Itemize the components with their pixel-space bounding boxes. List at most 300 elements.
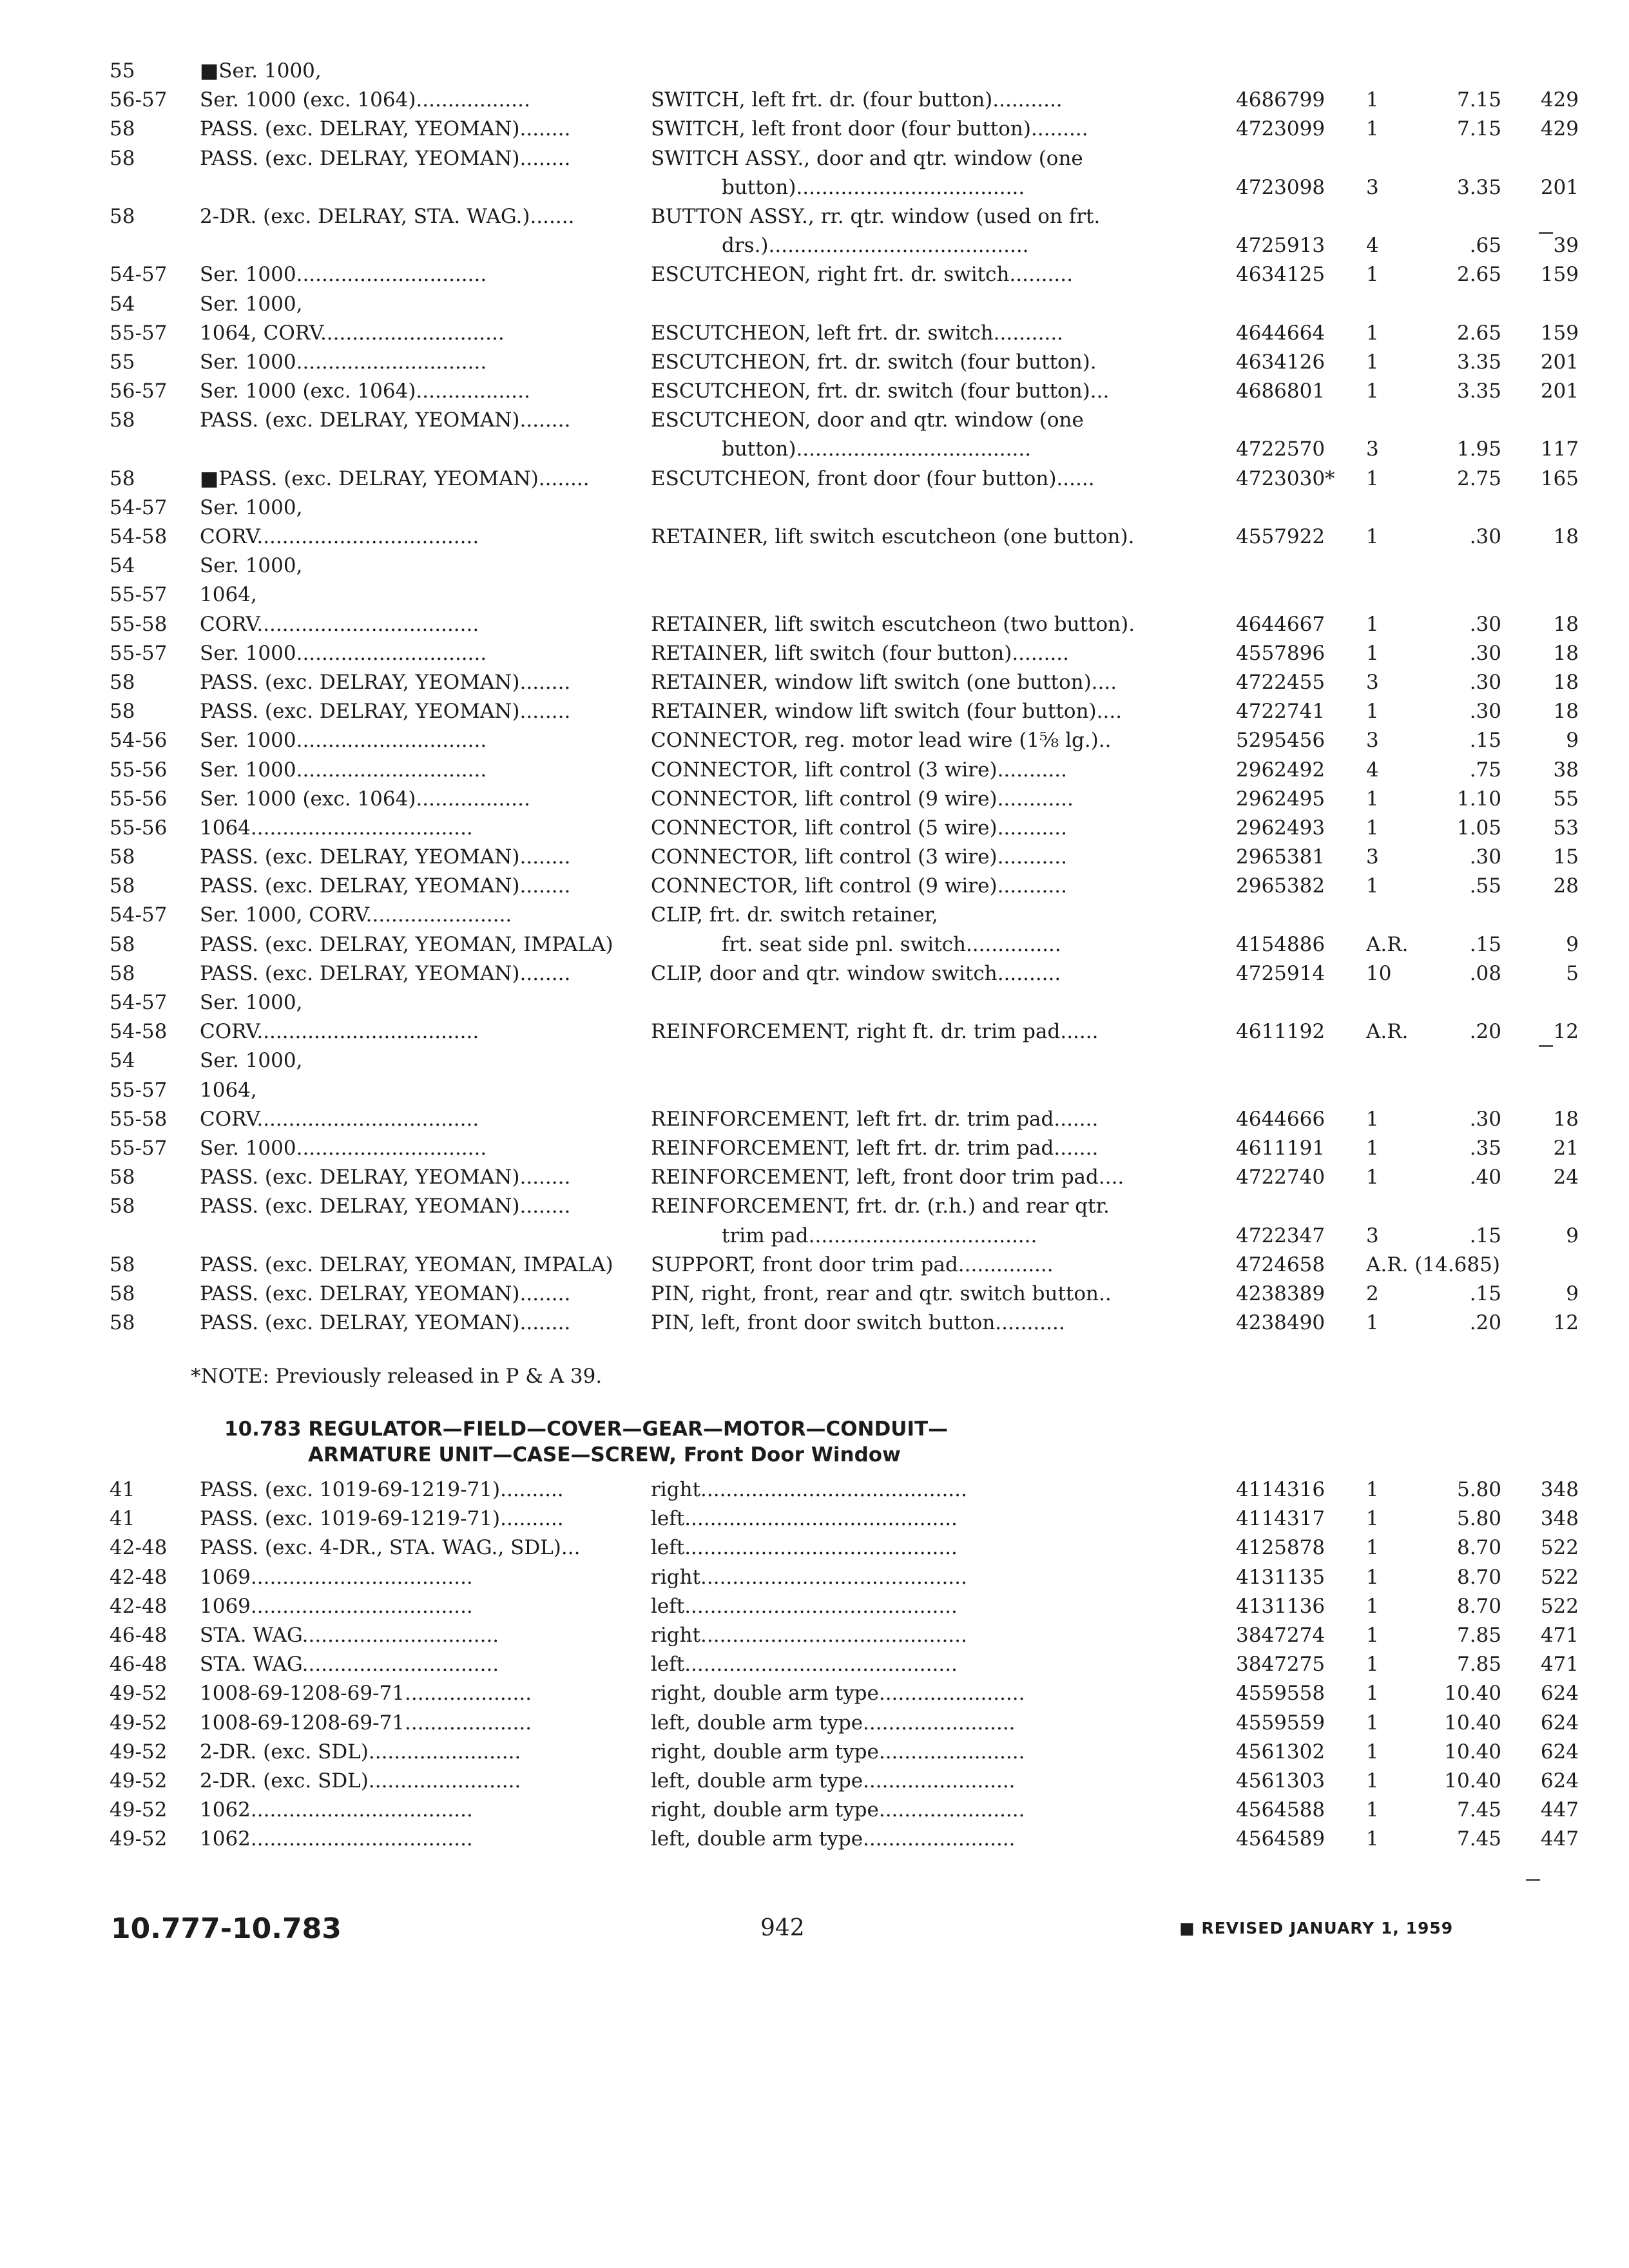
description-cell: CONNECTOR, lift control (3 wire)...........	[651, 758, 1067, 782]
model-cell: 1069...................................	[200, 1565, 473, 1589]
model-cell: CORV...................................	[200, 1107, 479, 1131]
table-row	[110, 756, 1579, 785]
model-cell: STA. WAG...............................	[200, 1653, 499, 1677]
year-cell: 49-52	[110, 1711, 168, 1735]
amount-cell: 624	[1540, 1740, 1579, 1763]
price-cell: .15	[1469, 729, 1501, 753]
description-cell: CLIP, frt. dr. switch retainer,	[651, 903, 938, 927]
part-number-cell: 4722347	[1236, 1224, 1325, 1247]
amount-cell: 55	[1553, 787, 1579, 811]
table-row	[110, 57, 1476, 86]
description-cell: left, double arm type........................	[651, 1711, 1016, 1735]
year-cell: 56-57	[110, 380, 168, 403]
table-row	[110, 1709, 1579, 1738]
year-cell: 54	[110, 1049, 135, 1073]
part-number-cell: 4686799	[1236, 88, 1325, 112]
amount-cell: 18	[1553, 700, 1579, 724]
table-row	[110, 1076, 1476, 1105]
description-cell: SWITCH, left frt. dr. (four button)...........	[651, 88, 1063, 112]
price-cell: 7.15	[1456, 117, 1501, 141]
quantity-cell: 1	[1366, 1594, 1379, 1618]
description-cell: CONNECTOR, reg. motor lead wire (1⅝ lg.)..	[651, 729, 1112, 753]
quantity-cell: 1	[1366, 1740, 1379, 1763]
quantity-cell: 1	[1366, 1769, 1379, 1792]
table-row	[110, 843, 1579, 872]
description-cell: REINFORCEMENT, left, front door trim pad....	[651, 1166, 1124, 1189]
quantity-cell: A.R.	[1366, 1020, 1409, 1044]
model-cell: PASS. (exc. DELRAY, YEOMAN)........	[200, 1282, 571, 1305]
description-cell: REINFORCEMENT, right ft. dr. trim pad......	[651, 1020, 1099, 1044]
amount-cell: 348	[1540, 1507, 1579, 1531]
table-row	[110, 1475, 1579, 1504]
year-cell: 58	[110, 146, 135, 170]
amount-cell: 471	[1540, 1653, 1579, 1677]
table-row	[110, 86, 1579, 115]
amount-cell: 159	[1540, 263, 1579, 287]
part-number-cell: 4722455	[1236, 670, 1325, 694]
price-cell: .20	[1469, 1020, 1501, 1044]
amount-cell: 201	[1540, 380, 1579, 403]
year-cell: 41	[110, 1507, 135, 1531]
price-cell: 7.85	[1456, 1623, 1501, 1647]
part-number-cell: 4644667	[1236, 612, 1325, 636]
description-cell: REINFORCEMENT, left frt. dr. trim pad.......	[651, 1107, 1099, 1131]
amount-cell: 9	[1566, 1282, 1579, 1305]
quantity-cell: 1	[1366, 1711, 1379, 1735]
quantity-cell: 1	[1366, 350, 1379, 374]
revision-date: ■ REVISED JANUARY 1, 1959	[1179, 1919, 1454, 1937]
year-cell: 55-58	[110, 1107, 168, 1131]
quantity-cell: 1	[1366, 466, 1379, 490]
description-cell: left, double arm type........................	[651, 1769, 1016, 1792]
part-number-cell: 4634125	[1236, 263, 1325, 287]
amount-cell: 18	[1553, 641, 1579, 665]
quantity-cell: 1	[1366, 1136, 1379, 1160]
quantity-cell: 2	[1366, 1282, 1379, 1305]
quantity-cell: 1	[1366, 787, 1379, 811]
amount-cell: 18	[1553, 1107, 1579, 1131]
model-cell: Ser. 1000..............................	[200, 263, 487, 287]
amount-cell: 39	[1553, 234, 1579, 258]
quantity-cell: 1	[1366, 874, 1379, 898]
table-row	[110, 523, 1579, 552]
table-row	[110, 202, 1476, 231]
model-cell: 1064...................................	[200, 816, 473, 840]
table-row	[110, 552, 1476, 581]
model-cell: ■Ser. 1000,	[200, 59, 322, 82]
description-cell: CLIP, door and qtr. window switch..........	[651, 961, 1061, 985]
part-number-cell: 3847275	[1236, 1653, 1325, 1677]
amount-cell: 12	[1553, 1311, 1579, 1335]
year-cell: 42-48	[110, 1536, 168, 1560]
amount-cell: 5	[1566, 961, 1579, 985]
model-cell: 1064, CORV.............................	[200, 321, 505, 345]
quantity-cell: A.R.	[1366, 932, 1409, 956]
amount-cell: 201	[1540, 175, 1579, 199]
model-cell: Ser. 1000, CORV.......................	[200, 903, 512, 927]
section-heading-line2: ARMATURE UNIT—CASE—SCREW, Front Door Window	[308, 1443, 901, 1466]
description-cell: left, double arm type........................	[651, 1827, 1016, 1851]
model-cell: CORV...................................	[200, 612, 479, 636]
footnote: *NOTE: Previously released in P & A 39.	[191, 1365, 602, 1388]
amount-cell: 348	[1540, 1478, 1579, 1501]
year-cell: 55-57	[110, 1078, 168, 1102]
price-cell: 5.80	[1456, 1507, 1501, 1531]
part-number-cell: 2962492	[1236, 758, 1325, 782]
table-row	[110, 1650, 1579, 1679]
part-number-cell: 4644664	[1236, 321, 1325, 345]
year-cell: 46-48	[110, 1653, 168, 1677]
year-cell: 46-48	[110, 1623, 168, 1647]
table-row	[110, 1621, 1579, 1650]
quantity-cell: 1	[1366, 1311, 1379, 1335]
description-cell: RETAINER, lift switch escutcheon (two button).	[651, 612, 1135, 636]
quantity-cell: 1	[1366, 1107, 1379, 1131]
description-cell: ESCUTCHEON, front door (four button)......	[651, 466, 1095, 490]
price-cell: 1.05	[1456, 816, 1501, 840]
table-row	[110, 1533, 1579, 1562]
amount-cell: 429	[1540, 88, 1579, 112]
description-cell: right, double arm type.......................	[651, 1798, 1025, 1822]
model-cell: Ser. 1000..............................	[200, 1136, 487, 1160]
amount-cell: 447	[1540, 1798, 1579, 1822]
model-cell: PASS. (exc. DELRAY, YEOMAN, IMPALA)	[200, 1253, 613, 1276]
model-cell: 1062...................................	[200, 1827, 473, 1851]
description-cell: SWITCH, left front door (four button).........	[651, 117, 1088, 141]
quantity-cell: 1	[1366, 1478, 1379, 1501]
part-number-cell: 5295456	[1236, 729, 1325, 753]
amount-cell: 201	[1540, 350, 1579, 374]
quantity-cell: 1	[1366, 88, 1379, 112]
year-cell: 58	[110, 1195, 135, 1218]
part-number-cell: 4722570	[1236, 437, 1325, 461]
price-cell: 2.65	[1456, 321, 1501, 345]
table-row	[110, 1222, 1579, 1251]
quantity-cell: 3	[1366, 175, 1379, 199]
description-cell: right, double arm type.......................	[651, 1740, 1025, 1763]
year-cell: 55-56	[110, 787, 168, 811]
year-cell: 54-57	[110, 991, 168, 1014]
year-cell: 54-57	[110, 263, 168, 287]
description-cell: RETAINER, window lift switch (four button)....	[651, 700, 1123, 724]
model-cell: 1064,	[200, 583, 257, 607]
quantity-cell: 1	[1366, 263, 1379, 287]
price-cell: .30	[1469, 670, 1501, 694]
year-cell: 58	[110, 1253, 135, 1276]
model-cell: PASS. (exc. DELRAY, YEOMAN)........	[200, 1195, 571, 1218]
price-cell: 8.70	[1456, 1536, 1501, 1560]
price-cell: 10.40	[1444, 1711, 1501, 1735]
section-heading-line1: 10.783 REGULATOR—FIELD—COVER—GEAR—MOTOR—CONDUIT—	[224, 1418, 949, 1441]
year-cell: 42-48	[110, 1594, 168, 1618]
year-cell: 55-58	[110, 612, 168, 636]
amount-cell: 21	[1553, 1136, 1579, 1160]
year-cell: 54-58	[110, 1020, 168, 1044]
parts-table-top	[110, 57, 1579, 1338]
amount-cell: 429	[1540, 117, 1579, 141]
description-cell: PIN, left, front door switch button...........	[651, 1311, 1065, 1335]
part-number-cell: 4561303	[1236, 1769, 1325, 1792]
price-cell: .35	[1469, 1136, 1501, 1160]
part-number-cell: 4725914	[1236, 961, 1325, 985]
model-cell: PASS. (exc. DELRAY, YEOMAN)........	[200, 961, 571, 985]
quantity-cell: 1	[1366, 1166, 1379, 1189]
table-row	[110, 377, 1579, 406]
amount-cell: 159	[1540, 321, 1579, 345]
price-cell: 3.35	[1456, 175, 1501, 199]
description-cell: right, double arm type.......................	[651, 1682, 1025, 1706]
part-number-cell: 2965382	[1236, 874, 1325, 898]
year-cell: 58	[110, 1311, 135, 1335]
description-cell: BUTTON ASSY., rr. qtr. window (used on frt.	[651, 204, 1101, 228]
table-row	[110, 290, 1476, 319]
year-cell: 55-56	[110, 758, 168, 782]
quantity-cell: 1	[1366, 1653, 1379, 1677]
model-cell: ■PASS. (exc. DELRAY, YEOMAN)........	[200, 466, 590, 490]
model-cell: PASS. (exc. DELRAY, YEOMAN)........	[200, 146, 571, 170]
description-cell: left...........................................	[651, 1536, 958, 1560]
description-cell: right..........................................	[651, 1565, 967, 1589]
quantity-cell: 1	[1366, 117, 1379, 141]
part-number-cell: 4564588	[1236, 1798, 1325, 1822]
part-number-cell: 4561302	[1236, 1740, 1325, 1763]
table-row	[110, 668, 1579, 697]
table-row	[110, 1738, 1579, 1767]
amount-cell: 15	[1553, 845, 1579, 869]
table-row	[110, 1504, 1579, 1533]
table-row	[110, 115, 1579, 144]
amount-cell: 624	[1540, 1711, 1579, 1735]
table-row	[110, 872, 1579, 901]
model-cell: 2-DR. (exc. SDL)........................	[200, 1769, 521, 1792]
description-cell: left...........................................	[651, 1507, 958, 1531]
parts-table-bottom	[110, 1475, 1579, 1854]
amount-cell: 28	[1553, 874, 1579, 898]
amount-cell: 522	[1540, 1565, 1579, 1589]
year-cell: 58	[110, 408, 135, 432]
model-cell: PASS. (exc. DELRAY, YEOMAN)........	[200, 1311, 571, 1335]
quantity-cell: 3	[1366, 845, 1379, 869]
price-cell: 10.40	[1444, 1682, 1501, 1706]
part-number-cell: 4131135	[1236, 1565, 1325, 1589]
quantity-cell: 1	[1366, 1827, 1379, 1851]
model-cell: Ser. 1000 (exc. 1064)..................	[200, 88, 530, 112]
year-cell: 49-52	[110, 1798, 168, 1822]
table-row	[110, 1192, 1476, 1221]
model-cell: 2-DR. (exc. SDL)........................	[200, 1740, 521, 1763]
part-number-cell: 4114316	[1236, 1478, 1325, 1501]
part-number-cell: 4238389	[1236, 1282, 1325, 1305]
quantity-cell: 1	[1366, 816, 1379, 840]
year-cell: 54-57	[110, 495, 168, 519]
part-number-cell: 4723098	[1236, 175, 1325, 199]
year-cell: 58	[110, 1282, 135, 1305]
description-cell: ESCUTCHEON, right frt. dr. switch..........	[651, 263, 1073, 287]
table-row	[110, 988, 1476, 1017]
year-cell: 49-52	[110, 1682, 168, 1706]
price-cell: .30	[1469, 641, 1501, 665]
margin-mark	[1539, 232, 1553, 234]
amount-cell: 18	[1553, 612, 1579, 636]
year-cell: 55-57	[110, 321, 168, 345]
description-cell: ESCUTCHEON, left frt. dr. switch...........	[651, 321, 1064, 345]
page-section-range: 10.777-10.783	[111, 1912, 342, 1945]
year-cell: 55-57	[110, 1136, 168, 1160]
quantity-cell: 4	[1366, 234, 1379, 258]
quantity-cell: A.R. (14.685)	[1366, 1253, 1500, 1276]
price-cell: .30	[1469, 700, 1501, 724]
model-cell: STA. WAG...............................	[200, 1623, 499, 1647]
description-cell: CONNECTOR, lift control (5 wire)...........	[651, 816, 1067, 840]
description-cell: REINFORCEMENT, left frt. dr. trim pad.......	[651, 1136, 1099, 1160]
table-row	[110, 1134, 1579, 1163]
part-number-cell: 4686801	[1236, 380, 1325, 403]
quantity-cell: 3	[1366, 729, 1379, 753]
price-cell: 7.45	[1456, 1827, 1501, 1851]
table-row	[110, 697, 1579, 726]
quantity-cell: 1	[1366, 1507, 1379, 1531]
table-row	[110, 173, 1579, 202]
quantity-cell: 3	[1366, 437, 1379, 461]
part-number-cell: 4557896	[1236, 641, 1325, 665]
year-cell: 42-48	[110, 1565, 168, 1589]
year-cell: 58	[110, 700, 135, 724]
price-cell: .30	[1469, 845, 1501, 869]
table-row	[110, 1017, 1579, 1046]
model-cell: Ser. 1000..............................	[200, 350, 487, 374]
model-cell: Ser. 1000..............................	[200, 758, 487, 782]
amount-cell: 9	[1566, 729, 1579, 753]
description-cell: CONNECTOR, lift control (9 wire)...........	[651, 874, 1067, 898]
price-cell: 8.70	[1456, 1565, 1501, 1589]
table-row	[110, 1825, 1579, 1854]
part-number-cell: 4557922	[1236, 525, 1325, 548]
part-number-cell: 4238490	[1236, 1311, 1325, 1335]
quantity-cell: 1	[1366, 1682, 1379, 1706]
quantity-cell: 1	[1366, 1565, 1379, 1589]
description-cell: REINFORCEMENT, frt. dr. (r.h.) and rear qtr.	[651, 1195, 1110, 1218]
quantity-cell: 1	[1366, 641, 1379, 665]
model-cell: 1062...................................	[200, 1798, 473, 1822]
year-cell: 58	[110, 204, 135, 228]
year-cell: 41	[110, 1478, 135, 1501]
model-cell: PASS. (exc. 1019-69-1219-71)..........	[200, 1507, 564, 1531]
description-cell: RETAINER, window lift switch (one button)....	[651, 670, 1117, 694]
table-row	[110, 1592, 1579, 1621]
quantity-cell: 3	[1366, 1224, 1379, 1247]
table-row	[110, 348, 1579, 377]
amount-cell: 471	[1540, 1623, 1579, 1647]
year-cell: 55-57	[110, 641, 168, 665]
amount-cell: 522	[1540, 1536, 1579, 1560]
table-row	[110, 1679, 1579, 1708]
table-row	[110, 1563, 1579, 1592]
amount-cell: 18	[1553, 670, 1579, 694]
quantity-cell: 10	[1366, 961, 1392, 985]
amount-cell: 9	[1566, 932, 1579, 956]
table-row	[110, 1105, 1579, 1134]
description-cell: left...........................................	[651, 1653, 958, 1677]
model-cell: PASS. (exc. DELRAY, YEOMAN)........	[200, 117, 571, 141]
price-cell: 10.40	[1444, 1769, 1501, 1792]
model-cell: 1069...................................	[200, 1594, 473, 1618]
price-cell: 10.40	[1444, 1740, 1501, 1763]
description-cell: right..........................................	[651, 1623, 967, 1647]
model-cell: PASS. (exc. DELRAY, YEOMAN, IMPALA)	[200, 932, 613, 956]
model-cell: Ser. 1000,	[200, 495, 303, 519]
quantity-cell: 1	[1366, 321, 1379, 345]
description-cell: CONNECTOR, lift control (9 wire)............	[651, 787, 1074, 811]
description-cell: RETAINER, lift switch escutcheon (one button).	[651, 525, 1135, 548]
description-cell: ESCUTCHEON, frt. dr. switch (four button).	[651, 350, 1097, 374]
price-cell: .55	[1469, 874, 1501, 898]
table-row	[110, 465, 1579, 494]
year-cell: 55-57	[110, 583, 168, 607]
table-row	[110, 260, 1579, 289]
part-number-cell: 4644666	[1236, 1107, 1325, 1131]
description-cell: ESCUTCHEON, frt. dr. switch (four button)...	[651, 380, 1110, 403]
model-cell: PASS. (exc. DELRAY, YEOMAN)........	[200, 670, 571, 694]
model-cell: PASS. (exc. DELRAY, YEOMAN)........	[200, 700, 571, 724]
model-cell: Ser. 1000,	[200, 554, 303, 578]
price-cell: 5.80	[1456, 1478, 1501, 1501]
price-cell: .40	[1469, 1166, 1501, 1189]
table-row	[110, 639, 1579, 668]
price-cell: .75	[1469, 758, 1501, 782]
description-cell: PIN, right, front, rear and qtr. switch button..	[651, 1282, 1112, 1305]
quantity-cell: 4	[1366, 758, 1379, 782]
price-cell: .30	[1469, 1107, 1501, 1131]
part-number-cell: 4114317	[1236, 1507, 1325, 1531]
year-cell: 54-57	[110, 903, 168, 927]
amount-cell: 522	[1540, 1594, 1579, 1618]
description-cell: right..........................................	[651, 1478, 967, 1501]
model-cell: Ser. 1000,	[200, 1049, 303, 1073]
year-cell: 54	[110, 554, 135, 578]
part-number-cell: 4611192	[1236, 1020, 1325, 1044]
year-cell: 54-58	[110, 525, 168, 548]
amount-cell: 165	[1540, 466, 1579, 490]
model-cell: 1008-69-1208-69-71....................	[200, 1711, 532, 1735]
part-number-cell: 4723099	[1236, 117, 1325, 141]
table-row	[110, 494, 1476, 523]
amount-cell: 9	[1566, 1224, 1579, 1247]
table-row	[110, 726, 1579, 755]
table-row	[110, 231, 1579, 260]
table-row	[110, 319, 1579, 348]
quantity-cell: 1	[1366, 525, 1379, 548]
year-cell: 58	[110, 670, 135, 694]
price-cell: 1.10	[1456, 787, 1501, 811]
description-cell: SWITCH ASSY., door and qtr. window (one	[651, 146, 1083, 170]
model-cell: Ser. 1000,	[200, 292, 303, 316]
part-number-cell: 4723030*	[1236, 466, 1335, 490]
year-cell: 58	[110, 1166, 135, 1189]
year-cell: 49-52	[110, 1827, 168, 1851]
model-cell: Ser. 1000 (exc. 1064)..................	[200, 787, 530, 811]
price-cell: .30	[1469, 612, 1501, 636]
price-cell: 7.85	[1456, 1653, 1501, 1677]
amount-cell: 24	[1553, 1166, 1579, 1189]
year-cell: 54	[110, 292, 135, 316]
part-number-cell: 4724658	[1236, 1253, 1325, 1276]
description-cell: trim pad....................................	[722, 1224, 1037, 1247]
price-cell: .30	[1469, 525, 1501, 548]
part-number-cell: 2962493	[1236, 816, 1325, 840]
table-row	[110, 1280, 1579, 1309]
margin-mark	[1526, 1879, 1540, 1881]
amount-cell: 624	[1540, 1682, 1579, 1706]
